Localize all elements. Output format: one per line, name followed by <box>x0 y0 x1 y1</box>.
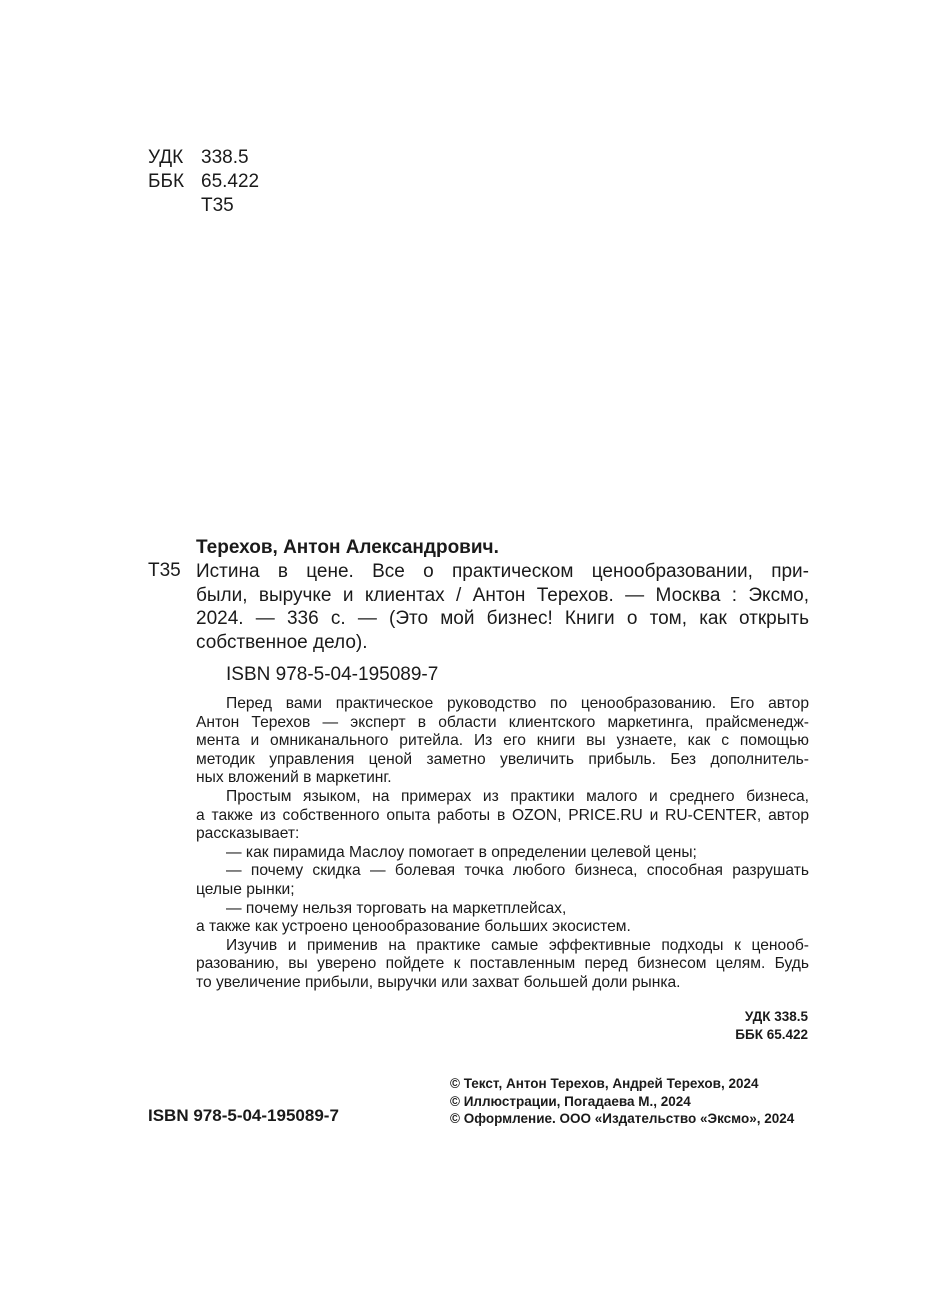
udk-code: УДК 338.5 <box>744 1009 808 1024</box>
bbk-code: ББК 65.422 <box>735 1026 808 1042</box>
abstract-list <box>196 844 809 937</box>
author-heading: Терехов, Антон Александрович. <box>196 537 499 558</box>
list-item: — почему нельзя торговать на маркетплейсах, <box>226 899 567 917</box>
abstract-line: Антон Терехов — эксперт в области клиентского маркетинга, прайсменедж- <box>196 713 809 731</box>
abstract-line: методик управления ценой заметно увеличить прибыль. Без дополнитель- <box>196 750 809 768</box>
biblio-line: 2024. — 336 с. — (Это мой бизнес! Книги о том, как открыть <box>196 608 809 630</box>
bbk-value: 65.422 <box>201 171 260 192</box>
list-tail: а также как устроено ценообразование больших экосистем. <box>196 918 631 936</box>
udk-label: УДК <box>148 147 184 168</box>
bibliographic-description <box>196 560 809 654</box>
isbn-entry: ISBN 978-5-04-195089-7 <box>226 664 439 685</box>
abstract-line: разованию, вы уверено пойдете к поставленным перед бизнесом целям. Будь <box>196 955 809 973</box>
abstract-paragraph <box>196 695 809 788</box>
abstract-line: рассказывает: <box>196 825 300 843</box>
abstract-line: мента и омниканального ритейла. Из его книги вы узнаете, как с помощью <box>196 732 809 750</box>
classification-codes-right <box>680 1008 808 1043</box>
isbn-bottom: ISBN 978-5-04-195089-7 <box>148 1106 339 1125</box>
abstract-line: то увеличение прибыли, выручки или захват большей доли рынка. <box>196 973 681 991</box>
bbk-label: ББК <box>148 171 185 192</box>
abstract-line: ных вложений в маркетинг. <box>196 769 392 787</box>
biblio-line: были, выручке и клиентах / Антон Терехов. — Москва : Эксмо, <box>196 584 809 606</box>
biblio-line: Истина в цене. Все о практическом ценообразовании, при- <box>196 561 809 582</box>
biblio-line: собственное дело). <box>196 631 368 653</box>
udk-value: 338.5 <box>201 147 249 168</box>
abstract-line: Простым языком, на примерах из практики малого и среднего бизнеса, <box>226 787 809 805</box>
author-mark: Т35 <box>201 195 234 216</box>
abstract-line: Перед вами практическое руководство по ценообразованию. Его автор <box>226 695 809 712</box>
list-item: — почему скидка — болевая точка любого бизнеса, способная разрушать <box>226 862 809 880</box>
abstract-paragraph <box>196 788 809 844</box>
udk-row <box>148 146 288 170</box>
abstract-paragraph <box>196 937 809 993</box>
classification-codes <box>148 146 288 218</box>
copyright-line: © Оформление. ООО «Издательство «Эксмо», 2024 <box>450 1111 795 1126</box>
abstract-line: Изучив и применив на практике самые эффективные подходы к ценооб- <box>226 936 809 954</box>
author-mark-row <box>148 194 288 218</box>
bbk-row <box>148 170 288 194</box>
list-item-continuation: целые рынки; <box>196 880 295 898</box>
copyright-line: © Иллюстрации, Погадаева М., 2024 <box>450 1093 691 1109</box>
abstract-line: а также из собственного опыта работы в OZON, PRICE.RU и RU-CENTER, автор <box>196 806 809 824</box>
list-item: — как пирамида Маслоу помогает в определении целевой цены; <box>226 843 697 861</box>
entry-author-mark: Т35 <box>148 560 181 581</box>
abstract <box>196 695 809 993</box>
copyright-block <box>450 1075 794 1128</box>
copyright-line: © Текст, Антон Терехов, Андрей Терехов, 2024 <box>450 1076 759 1091</box>
